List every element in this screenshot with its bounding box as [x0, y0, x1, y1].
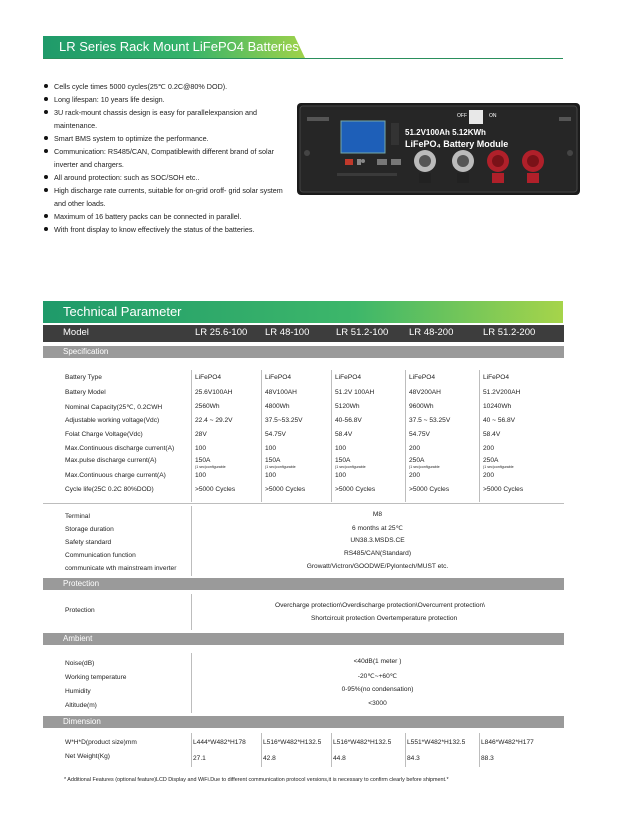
spec-cell: 5120Wh	[335, 403, 360, 410]
spec-cell: >5000 Cycles	[265, 486, 306, 493]
dimension-cell: L444*W482*H178	[193, 739, 246, 746]
banner-title: LR Series Rack Mount LiFePO4 Batteries	[59, 39, 299, 54]
ambient-row-label: Noise(dB)	[65, 660, 95, 667]
ambient-row-value: <3000	[368, 700, 387, 707]
spec-cell: 200	[409, 445, 421, 452]
spec-cell: 150A	[335, 457, 351, 464]
model-5: LR 51.2-200	[483, 327, 536, 338]
dimension-cell: L516*W482*H132.5	[333, 739, 392, 746]
spec-cell: >5000 Cycles	[409, 486, 450, 493]
spec-row-label: Max.Continuous charge current(A)	[65, 472, 166, 479]
dimension-cell: 44.8	[333, 755, 346, 762]
spec-cell: 250A	[483, 457, 499, 464]
feature-item: Smart BMS system to optimize the performance.	[44, 132, 294, 145]
common-table	[43, 506, 564, 576]
spec-cell: LiFePO4	[483, 374, 510, 381]
feature-list	[44, 80, 294, 236]
ambient-title: Ambient	[63, 634, 93, 643]
ambient-row-value: -20℃~+60℃	[357, 673, 398, 680]
spec-cell: LiFePO4	[409, 374, 436, 381]
spec-cell: 51.2V200AH	[483, 389, 521, 396]
banner-rule	[43, 58, 563, 59]
ambient-row-label: Working temperature	[65, 674, 127, 681]
protection-label: Protection	[65, 607, 95, 614]
feature-item: With front display to know effectively the status of the batteries.	[44, 223, 294, 236]
spec-cell: 58.4V	[335, 431, 353, 438]
spec-cell: 100	[195, 445, 207, 452]
spec-row-label: Nominal Capacity(25℃, 0.2CWH	[65, 404, 163, 411]
spec-cell: 100	[335, 445, 347, 452]
dimension-cell: L846*W482*H177	[481, 739, 534, 746]
spec-cell: 100	[265, 445, 277, 452]
off-label: OFF	[457, 113, 467, 119]
common-row-label: Safety standard	[65, 539, 112, 546]
spec-cell: 9600Wh	[409, 403, 434, 410]
battery-module-image	[297, 103, 580, 195]
spec-cell: 37.5~53.25V	[265, 417, 303, 424]
feature-item: 3U rack-mount chassis design is easy for parallelexpansion and maintenance.	[44, 106, 294, 132]
spec-cell: 100	[265, 472, 277, 479]
model-label: Model	[63, 327, 89, 338]
common-row-label: Terminal	[65, 513, 90, 520]
battery-label-line2: LiFePO₄ Battery Module	[405, 139, 509, 149]
spec-cell: 40 ~ 56.8V	[483, 417, 516, 424]
common-row-label: Communication function	[65, 552, 136, 559]
specification-title: Specification	[63, 347, 109, 356]
spec-cell: 250A	[409, 457, 425, 464]
feature-item: High discharge rate currents, suitable for on-grid oroff- grid solar system and other loads.	[44, 184, 294, 210]
spec-cell: 48V100AH	[265, 389, 297, 396]
model-3: LR 51.2-100	[336, 327, 389, 338]
spec-row-label: Max.pulse discharge current(A)	[65, 457, 157, 464]
spec-row-label: Max.Continuous discharge current(A)	[65, 445, 175, 452]
dimension-title: Dimension	[63, 717, 101, 726]
protection-header	[43, 578, 564, 590]
spec-cell: 54.75V	[409, 431, 430, 438]
spec-cell: 150A	[195, 457, 211, 464]
battery-label-line1: 51.2V100Ah 5.12KWh	[405, 128, 486, 137]
spec-cell: 25.6V100AH	[195, 389, 233, 396]
ambient-header	[43, 633, 564, 645]
spec-cell: >5000 Cycles	[195, 486, 236, 493]
spec-cell: 2560Wh	[195, 403, 220, 410]
common-row-label: communicate wth mainstream inverter	[65, 565, 177, 572]
spec-cell: LiFePO4	[265, 374, 292, 381]
spec-cell: 100	[195, 472, 207, 479]
dimension-table	[43, 733, 564, 769]
common-row-value: 6 months at 25℃	[351, 525, 404, 532]
spec-row-label: Folat Charge Voltage(Vdc)	[65, 431, 143, 438]
common-row-value: UN38.3.MSDS.CE	[350, 537, 405, 544]
spec-cell: 54.75V	[265, 431, 286, 438]
spec-row-label: Cycle life(25C 0.2C 80%DOD)	[65, 486, 154, 493]
spec-cell: 200	[483, 445, 495, 452]
spec-cell: LiFePO4	[195, 374, 222, 381]
ambient-table	[43, 653, 564, 715]
common-row-value: Growatt/Victron/GOODWE/Pylontech/MUST etc.	[306, 563, 449, 570]
dimension-cell: L516*W482*H132.5	[263, 739, 322, 746]
on-label: ON	[489, 113, 497, 119]
model-1: LR 25.6-100	[195, 327, 248, 338]
spec-cell: >5000 Cycles	[483, 486, 524, 493]
spec-row-label: Adjustable working voltage(Vdc)	[65, 417, 160, 424]
spec-cell: 100	[335, 472, 347, 479]
dimension-cell: 42.8	[263, 755, 276, 762]
dimension-cell: 27.1	[193, 755, 206, 762]
pulse-note: (1 sec)configurable	[409, 465, 440, 469]
protection-table	[43, 594, 564, 630]
spec-cell: 22.4 ~ 29.2V	[195, 417, 233, 424]
dimension-cell: 88.3	[481, 755, 494, 762]
common-row-value: M8	[372, 511, 383, 518]
specification-header	[43, 346, 564, 358]
feature-item: Long lifespan: 10 years life design.	[44, 93, 294, 106]
spec-cell: 51.2V 100AH	[335, 389, 375, 396]
dimension-row-label: Net Weight(Kg)	[65, 753, 110, 760]
common-row-value: RS485/CAN(Standard)	[343, 550, 412, 557]
protection-title: Protection	[63, 579, 100, 588]
spec-cell: 48V200AH	[409, 389, 441, 396]
pulse-note: (1 sec)configurable	[265, 465, 296, 469]
ambient-row-value: <40dB(1 meter )	[353, 658, 402, 665]
feature-item: Maximum of 16 battery packs can be connected in parallel.	[44, 210, 294, 223]
ambient-row-label: Altitude(m)	[65, 702, 97, 709]
ambient-row-value: 0-95%(no condensation)	[341, 686, 414, 693]
common-row-label: Storage duration	[65, 526, 114, 533]
model-header	[43, 325, 564, 342]
footnote: * Additional Features (optional feature)LCD Display and WiFi.Due to different communication protocol versions,it is necessary to confirm clearly before shipment.*	[64, 777, 449, 783]
spec-cell: 40-56.8V	[335, 417, 362, 424]
spec-cell: 28V	[195, 431, 207, 438]
model-2: LR 48-100	[265, 327, 310, 338]
top-banner	[43, 36, 305, 58]
dimension-header	[43, 716, 564, 728]
specification-table	[43, 362, 564, 504]
pulse-note: (1 sec)configurable	[483, 465, 514, 469]
protection-line2: Shortcircuit protection Overtemperature protection	[311, 615, 458, 622]
tech-title: Technical Parameter	[63, 304, 182, 319]
spec-cell: >5000 Cycles	[335, 486, 376, 493]
spec-cell: 58.4V	[483, 431, 501, 438]
feature-item: All around protection: such as SOC/SOH etc..	[44, 171, 294, 184]
spec-divider	[43, 503, 564, 504]
spec-cell: 37.5 ~ 53.25V	[409, 417, 451, 424]
protection-line1: Overcharge protection\Overdischarge protection\Overcurrent protection\	[275, 602, 486, 609]
ambient-row-label: Humidity	[65, 688, 91, 695]
spec-cell: 200	[409, 472, 421, 479]
feature-item: Cells cycle times 5000 cycles(25℃ 0.2C@80% DOD).	[44, 80, 294, 93]
pulse-note: (1 sec)configurable	[335, 465, 366, 469]
spec-cell: LiFePO4	[335, 374, 362, 381]
dimension-row-label: W*H*D(product size)mm	[65, 739, 137, 746]
spec-cell: 10240Wh	[483, 403, 512, 410]
spec-row-label: Battery Type	[65, 374, 102, 381]
feature-item: Communication: RS485/CAN, Compatiblewith different brand of solar inverter and chargers.	[44, 145, 294, 171]
spec-cell: 4800Wh	[265, 403, 290, 410]
pulse-note: (1 sec)configurable	[195, 465, 226, 469]
spec-row-label: Battery Model	[65, 389, 106, 396]
spec-cell: 200	[483, 472, 495, 479]
dimension-cell: 84.3	[407, 755, 420, 762]
model-4: LR 48-200	[409, 327, 454, 338]
spec-cell: 150A	[265, 457, 281, 464]
tech-banner	[43, 301, 563, 323]
dimension-cell: L551*W482*H132.5	[407, 739, 466, 746]
